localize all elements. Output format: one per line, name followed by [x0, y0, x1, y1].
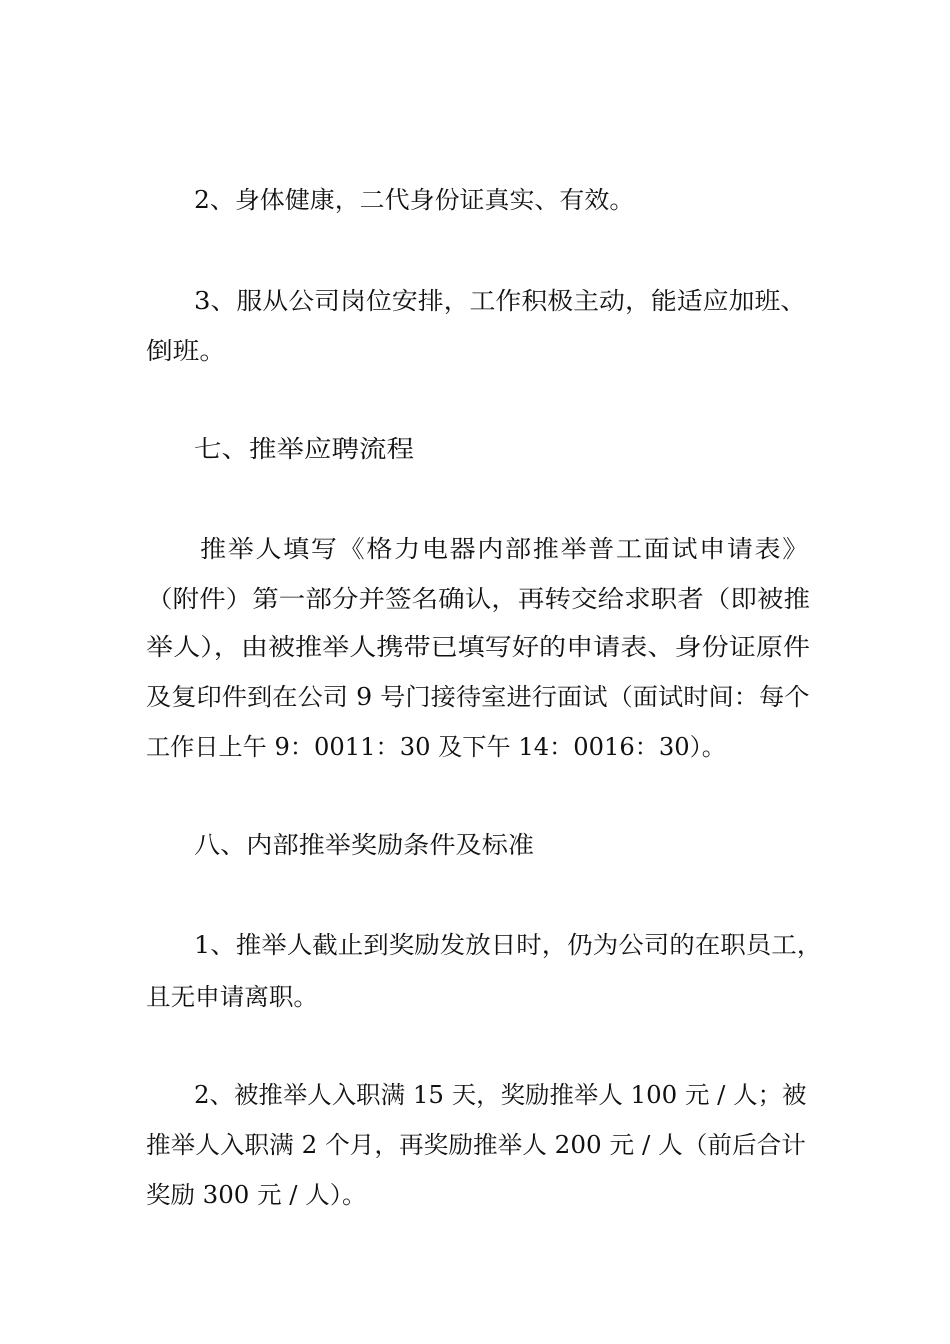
process-line-1: 推举人填写《格力电器内部推举普工面试申请表》 [200, 535, 810, 563]
section-heading-8: 八、内部推举奖励条件及标准 [194, 831, 534, 859]
reward-2-line-3: 奖励 300 元 / 人）。 [146, 1181, 367, 1209]
reward-2-line-2: 推举人入职满 2 个月，再奖励推举人 200 元 / 人（前后合计 [146, 1131, 806, 1159]
reward-1-line-2: 且无申请离职。 [146, 983, 318, 1011]
process-line-2: （附件）第一部分并签名确认，再转交给求职者（即被推 [146, 585, 810, 613]
section-heading-7: 七、推举应聘流程 [194, 435, 414, 463]
process-line-5: 工作日上午 9：0011：30 及下午 14：0016：30）。 [146, 733, 726, 761]
process-line-4: 及复印件到在公司 9 号门接待室进行面试（面试时间：每个 [146, 683, 810, 711]
reward-1-line-1: 1、推举人截止到奖励发放日时，仍为公司的在职员工， [194, 931, 823, 959]
process-line-3: 举人），由被推举人携带已填写好的申请表、身份证原件 [146, 633, 810, 661]
requirement-2-line-1: 2、身体健康，二代身份证真实、有效。 [194, 186, 635, 214]
reward-2-line-1: 2、被推举人入职满 15 天，奖励推举人 100 元 / 人；被 [194, 1081, 807, 1109]
requirement-3-line-1: 3、服从公司岗位安排，工作积极主动，能适应加班、 [194, 287, 807, 315]
requirement-3-line-2: 倒班。 [146, 337, 226, 365]
